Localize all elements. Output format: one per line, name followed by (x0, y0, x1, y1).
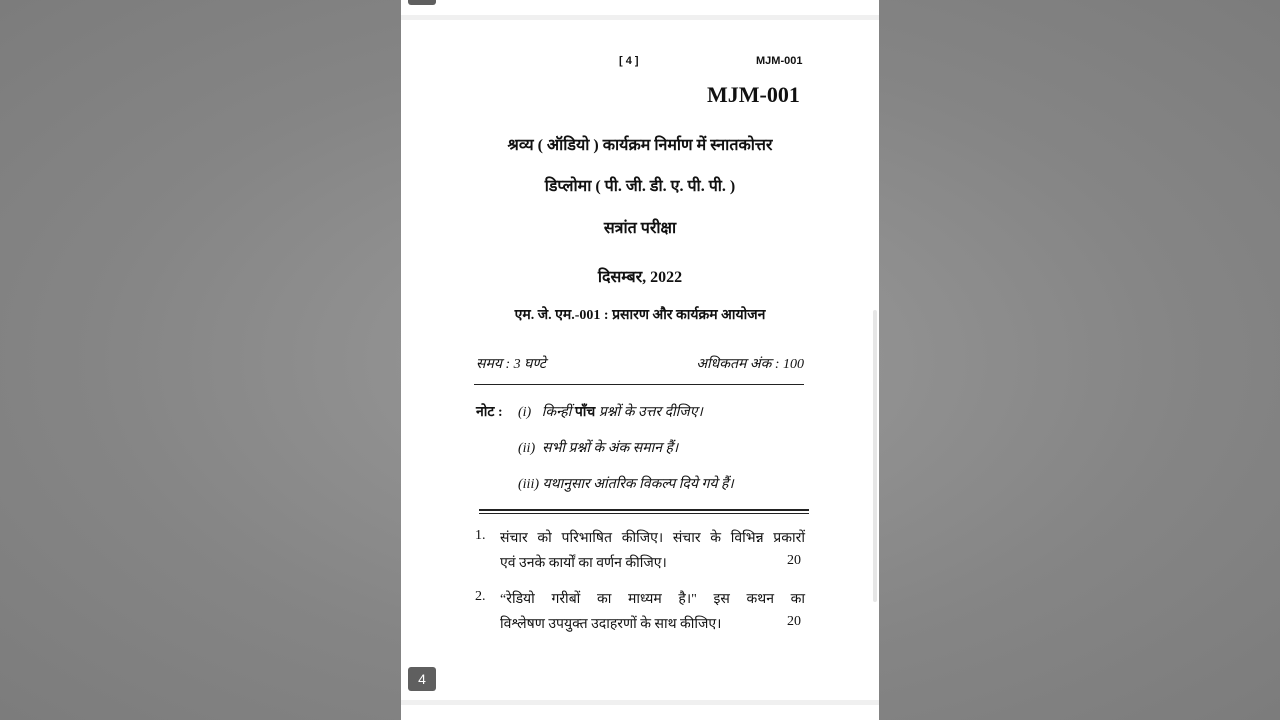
document-page (401, 20, 879, 700)
program-title-line2: डिप्लोमा ( पी. जी. डी. ए. पी. पी. ) (544, 178, 736, 195)
note-bold: पाँच (574, 405, 596, 420)
next-page (401, 705, 879, 720)
note-num: (iii) (518, 477, 539, 492)
double-divider-bottom (479, 513, 809, 514)
page-number-badge: 4 (408, 667, 436, 691)
note-text: सभी प्रश्नों के अंक समान हैं। (542, 441, 679, 456)
program-title-line1: श्रव्य ( ऑडियो ) कार्यक्रम निर्माण में स्नातकोत्तर (507, 137, 773, 154)
note-label: नोट : (476, 405, 503, 420)
max-marks: अधिकतम अंक : 100 (696, 357, 804, 372)
question-text-line2: एवं उनके कार्यों का वर्णन कीजिए। (500, 556, 667, 571)
note-text: प्रश्नों के उत्तर दीजिए। (598, 405, 703, 420)
previous-page-badge (408, 0, 436, 5)
paper-code: MJM-001 (707, 82, 800, 107)
note-text: किन्हीं (541, 405, 572, 420)
question-text-line2: विश्लेषण उपयुक्त उदाहरणों के साथ कीजिए। (500, 617, 722, 632)
double-divider-top (479, 509, 809, 511)
time-allowed: समय : 3 घण्टे (476, 357, 546, 372)
note-item (518, 438, 678, 457)
question-marks: 20 (787, 553, 801, 568)
course-title: एम. जे. एम.-001 : प्रसारण और कार्यक्रम आयोजन (514, 308, 766, 323)
question-text-line1: संचार को परिभाषित कीजिए। संचार के विभिन्न प्रकारों (500, 531, 805, 546)
question-text-line1: “रेडियो गरीबों का माध्यम है।" इस कथन का (500, 592, 805, 607)
divider (474, 384, 804, 385)
question-number: 2. (475, 589, 486, 604)
exam-date: दिसम्बर, 2022 (597, 269, 683, 286)
scrollbar[interactable] (873, 310, 877, 602)
note-item (518, 474, 734, 493)
question-marks: 20 (787, 614, 801, 629)
note-num: (ii) (518, 441, 536, 456)
document-viewer[interactable] (401, 0, 879, 720)
header-code: MJM-001 (756, 55, 803, 67)
exam-title: सत्रांत परीक्षा (603, 220, 677, 237)
note-text: यथानुसार आंतरिक विकल्प दिये गये हैं। (542, 477, 734, 492)
note-item (518, 402, 703, 421)
previous-page (401, 0, 879, 15)
note-num: (i) (518, 405, 532, 420)
question-number: 1. (475, 528, 486, 543)
page-marker: [ 4 ] (619, 55, 639, 67)
